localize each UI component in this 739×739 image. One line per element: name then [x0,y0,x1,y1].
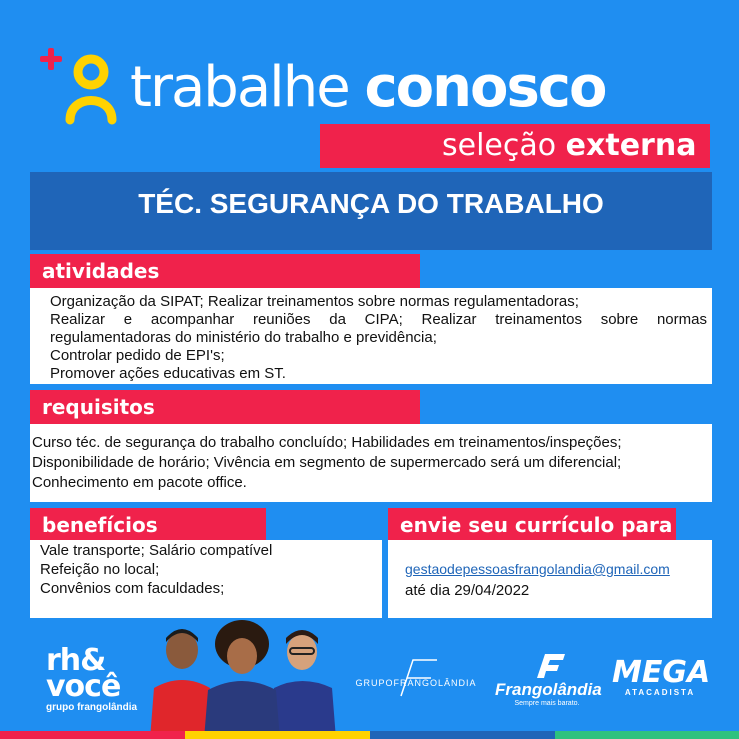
beneficios-box [30,540,382,618]
title-bold: conosco [364,55,606,120]
requisitos-box [30,424,712,502]
frangolandia-logo-text: Frangolândia [495,680,602,699]
requisitos-label: requisitos [30,390,420,424]
page-title [130,56,605,120]
email-link[interactable]: gestaodepessoasfrangolandia@gmail.com [405,561,670,577]
person-icon [62,54,120,128]
deadline-text: até dia 29/04/2022 [405,582,530,599]
atividades-line: Organização da SIPAT; Realizar treinamentos sobre normas regulamentadoras; [50,293,579,310]
plus-icon [40,48,62,70]
grupo-frangolandia-logo [355,656,477,706]
frangolandia-logo [495,652,602,712]
mega-logo-text: MEGA [612,655,711,690]
mega-logo-sub: ATACADISTA [624,688,696,697]
requisitos-line: Conhecimento em pacote office. [32,474,247,491]
job-title: TÉC. SEGURANÇA DO TRABALHO [138,188,604,219]
atividades-line: Controlar pedido de EPI's; [50,347,225,364]
footer-color-strip [0,731,739,739]
mega-atacadista-logo [612,655,711,698]
envie-box [388,540,712,618]
rh-logo-line2: você [46,669,121,704]
job-title-box [30,172,712,250]
beneficios-line: Convênios com faculdades; [40,580,225,597]
atividades-line: regulamentadoras do ministério do trabalho e previdência; [50,329,437,346]
frangolandia-tagline: Sempre mais barato. [514,700,580,707]
beneficios-line: Refeição no local; [40,561,160,578]
header [0,0,739,180]
rh-voce-logo [46,643,138,713]
subtitle-bold: externa [565,128,697,163]
beneficios-line: Vale transporte; Salário compatível [40,542,273,559]
title-light: trabalhe [130,55,365,120]
atividades-label: atividades [30,254,420,288]
subtitle-banner [320,124,710,168]
subtitle-light: seleção [442,128,566,163]
beneficios-label: benefícios [30,508,266,542]
requisitos-line: Disponibilidade de horário; Vivência em segmento de supermercado será um diferencial; [32,454,622,471]
frangolandia-logo-icon [531,652,567,680]
requisitos-line: Curso téc. de segurança do trabalho concluído; Habilidades em treinamentos/inspeções; [32,434,622,451]
grupo-logo-text: GRUPOFRANGOLÂNDIA [355,678,477,688]
atividades-line: Realizar e acompanhar reuniões da CIPA; Realizar treinamentos sobre normas [50,311,707,328]
atividades-box [30,288,712,384]
rh-logo-line1: rh& [46,643,106,678]
staff-photo [150,618,345,739]
envie-label: envie seu currículo para [388,508,676,542]
rh-logo-sub: grupo frangolândia [46,702,138,713]
atividades-line: Promover ações educativas em ST. [50,365,286,382]
